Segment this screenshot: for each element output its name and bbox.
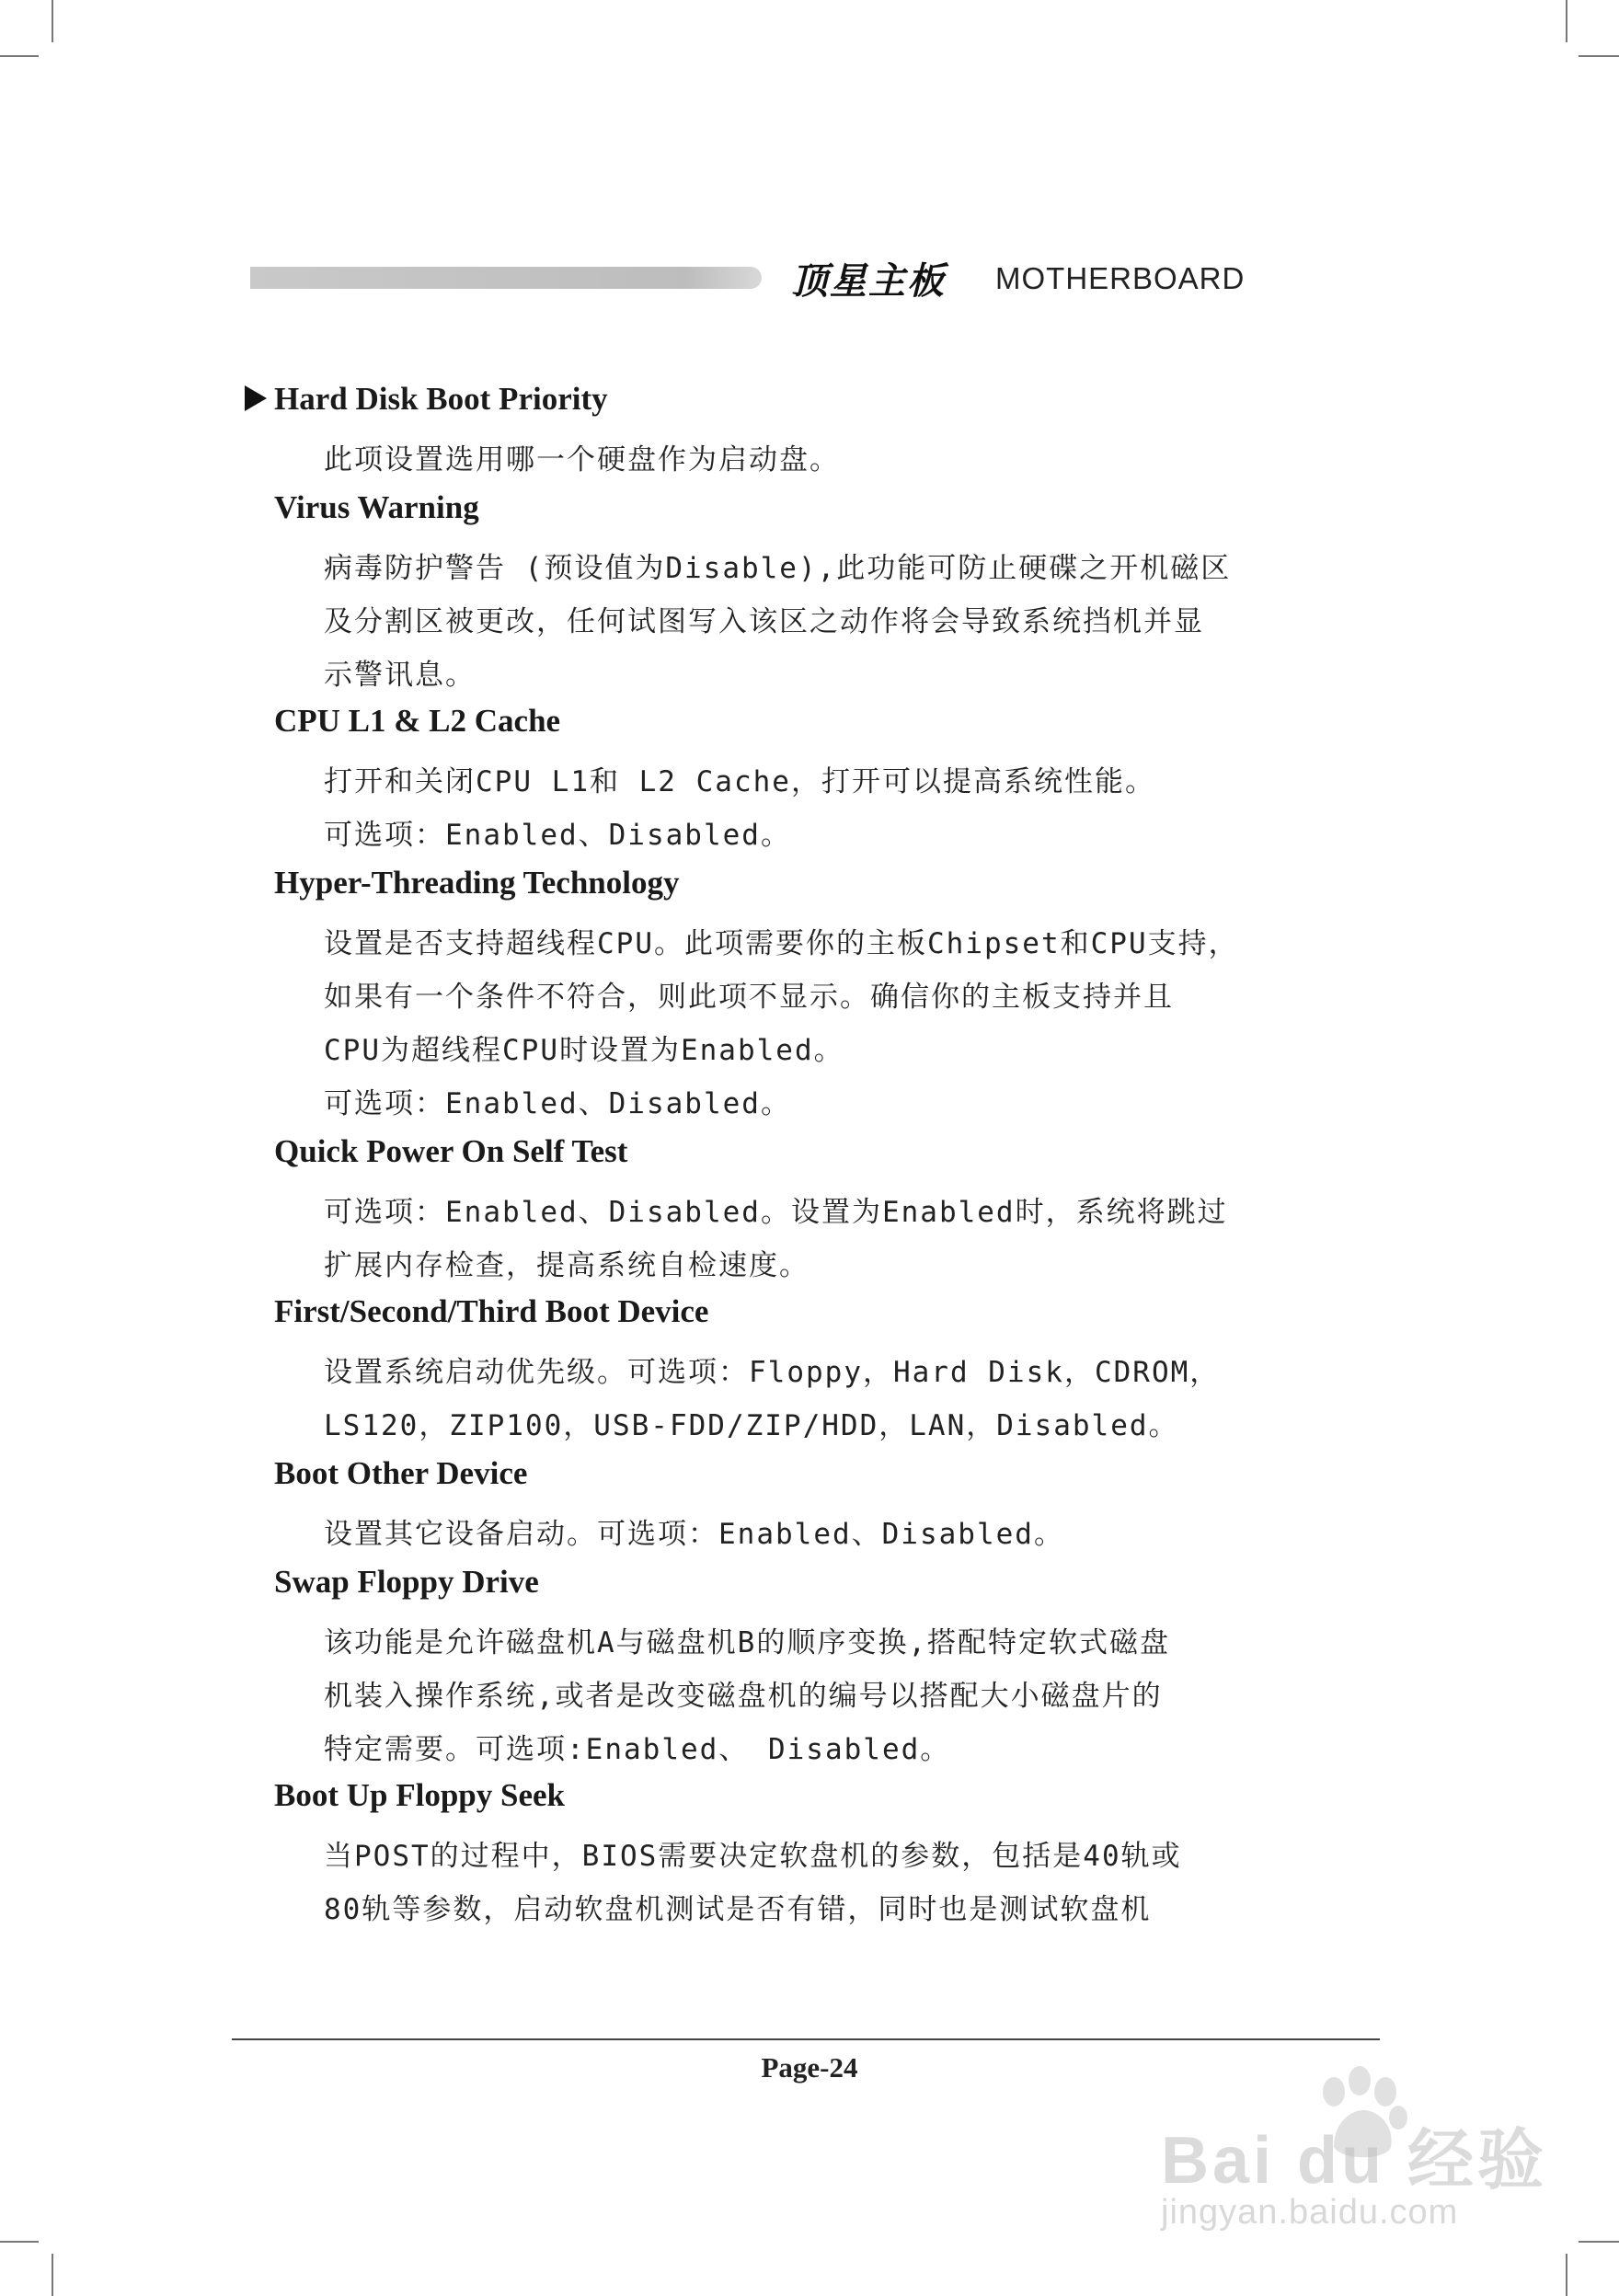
section-text-line: 打开和关闭CPU L1和 L2 Cache，打开可以提高系统性能。 — [324, 765, 1155, 798]
section-heading: First/Second/Third Boot Device — [274, 1293, 709, 1329]
section-text-line: 可选项：Enabled、Disabled。 — [324, 819, 791, 852]
crop-mark — [1579, 2241, 1619, 2243]
section-text-line: 及分割区被更改，任何试图写入该区之动作将会导致系统挡机并显 — [324, 605, 1204, 638]
section-text-line: 80轨等参数，启动软盘机测试是否有错，同时也是测试软盘机 — [324, 1893, 1152, 1926]
section-text-line: LS120，ZIP100，USB-FDD/ZIP/HDD，LAN，Disabled。 — [324, 1409, 1179, 1442]
watermark-logo: Bai du 经验 — [1161, 2124, 1548, 2198]
section-heading: Quick Power On Self Test — [274, 1133, 628, 1169]
section-text-line: 当POST的过程中，BIOS需要决定软盘机的参数，包括是40轨或 — [324, 1840, 1182, 1873]
crop-mark — [1566, 0, 1567, 42]
section-heading: Boot Up Floppy Seek — [274, 1777, 566, 1813]
crop-mark — [1566, 2254, 1567, 2296]
section-text-line: 此项设置选用哪一个硬盘作为启动盘。 — [324, 443, 840, 476]
section-heading: Hyper-Threading Technology — [274, 865, 680, 901]
section-text-line: 可选项：Enabled、Disabled。设置为Enabled时，系统将跳过 — [324, 1196, 1228, 1229]
section-heading: Boot Other Device — [274, 1455, 528, 1491]
crop-mark — [0, 2241, 39, 2243]
section-text-line: 机装入操作系统,或者是改变磁盘机的编号以搭配大小磁盘片的 — [324, 1680, 1163, 1713]
section-heading: Hard Disk Boot Priority — [274, 381, 608, 417]
section-text-line: 特定需要。可选项:Enabled、 Disabled。 — [324, 1733, 951, 1766]
section-text-line: 扩展内存检查，提高系统自检速度。 — [324, 1249, 810, 1282]
crop-mark — [52, 0, 53, 42]
section-heading: Swap Floppy Drive — [274, 1564, 539, 1600]
header-bar — [250, 267, 762, 289]
bullet-arrow-icon — [245, 385, 267, 411]
section-text-line: 病毒防护警告 (预设值为Disable),此功能可防止硬碟之开机磁区 — [324, 552, 1232, 585]
footer-rule — [232, 2038, 1380, 2040]
section-heading: CPU L1 & L2 Cache — [274, 703, 561, 739]
section-text-line: 如果有一个条件不符合，则此项不显示。确信你的主板支持并且 — [324, 981, 1174, 1014]
section-text-line: 示警讯息。 — [324, 659, 476, 692]
section-text-line: 设置是否支持超线程CPU。此项需要你的主板Chipset和CPU支持， — [324, 927, 1239, 960]
watermark-url: jingyan.baidu.com — [1161, 2193, 1459, 2232]
section-heading: Virus Warning — [274, 489, 479, 525]
section-text-line: 该功能是允许磁盘机A与磁盘机B的顺序变换,搭配特定软式磁盘 — [324, 1626, 1170, 1659]
header-subtitle: MOTHERBOARD — [995, 261, 1246, 295]
crop-mark — [0, 55, 39, 57]
section-text-line: 可选项：Enabled、Disabled。 — [324, 1087, 791, 1120]
section-text-line: CPU为超线程CPU时设置为Enabled。 — [324, 1034, 844, 1067]
header-brand: 顶星主板 — [791, 260, 946, 303]
crop-mark — [1579, 55, 1619, 57]
section-text-line: 设置其它设备启动。可选项：Enabled、Disabled。 — [324, 1518, 1064, 1551]
page-number: Page-24 — [761, 2051, 858, 2084]
section-text-line: 设置系统启动优先级。可选项：Floppy，Hard Disk，CDROM， — [324, 1356, 1221, 1389]
crop-mark — [52, 2254, 53, 2296]
